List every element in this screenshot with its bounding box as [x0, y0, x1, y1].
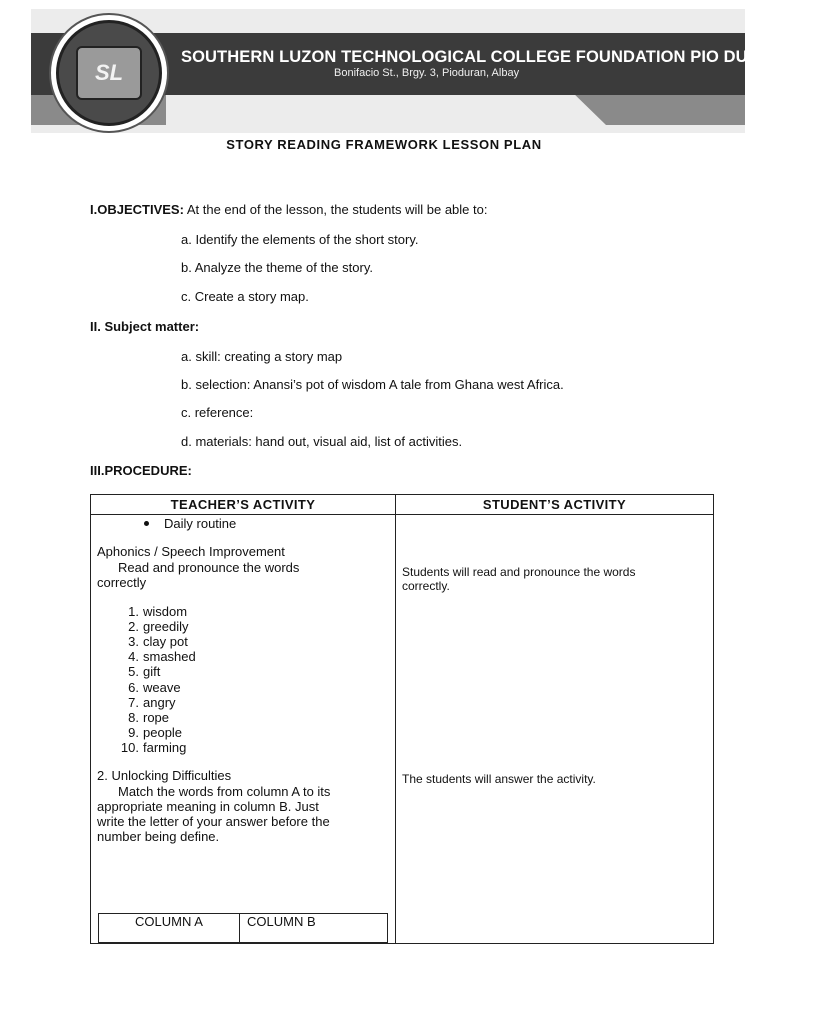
objective-item: a. Identify the elements of the short story.	[181, 232, 419, 247]
subject-matter-heading: II. Subject matter:	[90, 319, 200, 334]
vocabulary-word: clay pot	[143, 634, 188, 650]
vocabulary-word: greedily	[143, 619, 189, 635]
document-title: STORY READING FRAMEWORK LESSON PLAN	[226, 137, 542, 152]
objectives-intro: At the end of the lesson, the students will be able to:	[186, 202, 488, 217]
word-number: 3.	[128, 634, 139, 650]
vocabulary-word: gift	[143, 664, 161, 680]
school-seal-logo	[49, 13, 169, 133]
unlocking-instruction: write the letter of your answer before the	[97, 814, 330, 829]
vocabulary-word: farming	[143, 739, 187, 755]
banner-light-band	[166, 95, 606, 125]
teacher-activity-header: TEACHER’S ACTIVITY	[170, 497, 316, 512]
seal-ring	[56, 20, 162, 126]
objective-item: c. Create a story map.	[181, 289, 309, 304]
word-number: 1.	[128, 604, 139, 619]
school-header-banner	[31, 9, 827, 133]
procedure-table	[90, 494, 714, 944]
student-response-activity: The students will answer the activity.	[402, 772, 596, 786]
daily-routine: Daily routine	[164, 516, 237, 531]
table-column-divider	[395, 495, 396, 943]
objectives-heading: I.OBJECTIVES:	[90, 202, 184, 217]
vocabulary-word: people	[143, 724, 183, 740]
vocabulary-word: rope	[143, 709, 170, 725]
school-name: SOUTHERN LUZON TECHNOLOGICAL COLLEGE FOUNDATION PIO DURAN, INC.	[181, 48, 827, 66]
table-header-divider	[91, 514, 713, 515]
word-number: 9.	[128, 724, 139, 740]
word-number: 8.	[128, 709, 139, 725]
vocabulary-word: angry	[143, 694, 176, 710]
bullet-dot-icon	[144, 521, 149, 526]
phonics-instruction: Read and pronounce the words	[118, 560, 300, 575]
column-b-header: COLUMN B	[247, 914, 316, 929]
word-number: 7.	[128, 694, 139, 710]
subject-matter-item: c. reference:	[181, 405, 254, 420]
banner-top-band	[166, 19, 226, 33]
subject-matter-item: a. skill: creating a story map	[181, 349, 343, 364]
column-a-header: COLUMN A	[135, 914, 203, 929]
word-number: 6.	[128, 679, 139, 695]
unlocking-title: 2. Unlocking Difficulties	[97, 768, 232, 783]
school-address: Bonifacio St., Brgy. 3, Pioduran, Albay	[334, 67, 520, 79]
word-number: 2.	[128, 619, 139, 635]
student-activity-header: STUDENT’S ACTIVITY	[482, 497, 627, 512]
seal-initials: SL	[76, 46, 142, 100]
objective-item: b. Analyze the theme of the story.	[181, 260, 373, 275]
vocabulary-word: smashed	[143, 649, 196, 665]
objectives-line	[90, 202, 487, 217]
word-number: 4.	[128, 649, 139, 665]
word-number: 5.	[128, 664, 139, 680]
phonics-title: Aphonics / Speech Improvement	[97, 544, 285, 559]
matching-columns-divider	[239, 914, 240, 942]
word-number: 10.	[120, 739, 139, 755]
matching-columns-table	[98, 913, 388, 943]
unlocking-instruction: number being define.	[97, 829, 220, 844]
procedure-heading: III.PROCEDURE:	[90, 463, 192, 478]
vocabulary-word: wisdom	[143, 604, 188, 619]
vocabulary-word: weave	[143, 679, 181, 695]
subject-matter-item: b. selection: Anansi’s pot of wisdom A tale from Ghana west Africa.	[181, 377, 564, 392]
student-response-pronounce: Students will read and pronounce the words	[402, 565, 636, 579]
student-response-pronounce-cont: correctly.	[402, 579, 450, 593]
unlocking-instruction: Match the words from column A to its	[118, 784, 331, 799]
subject-matter-item: d. materials: hand out, visual aid, list of activities.	[181, 434, 463, 449]
phonics-instruction-cont: correctly	[97, 575, 147, 590]
unlocking-instruction: appropriate meaning in column B. Just	[97, 799, 319, 814]
